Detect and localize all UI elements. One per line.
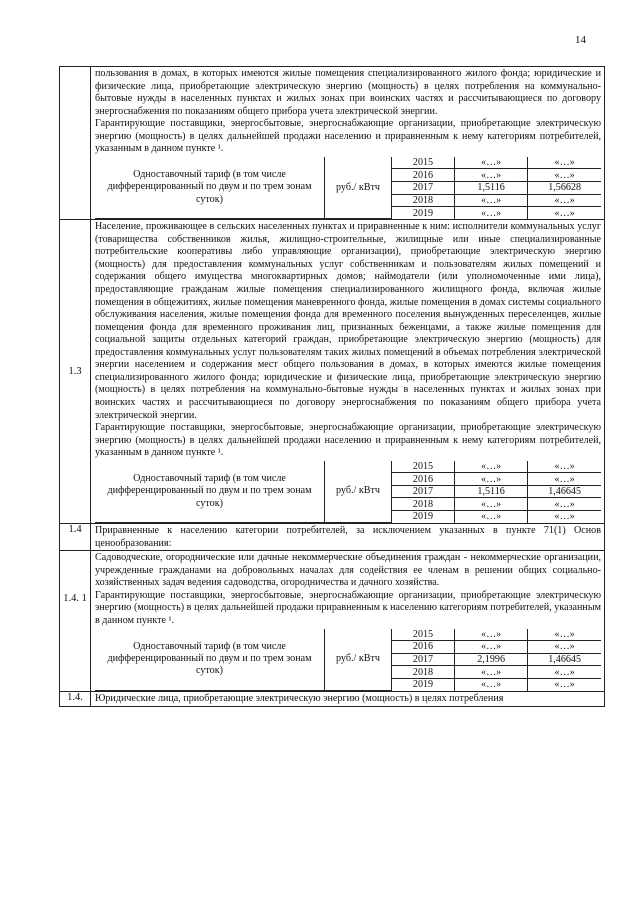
tariff-year: 2018: [392, 666, 455, 679]
tariff-value-1: 2,1996: [455, 653, 528, 666]
tariff-value-2: «…»: [528, 207, 601, 219]
tariff-value-1: «…»: [455, 461, 528, 473]
tariff-year: 2019: [392, 678, 455, 690]
section-continuation-row: [60, 67, 605, 220]
tariff-label: Одноставочный тариф (в том числе дифференцированный по двум и по трем зонам суток): [95, 157, 325, 219]
section-paragraph: Садоводческие, огороднические или дачные некоммерческие объединения граждан - некоммерческие организации, учрежденные гражданами на добровольных началах для содействия ее членам в решении общих социально-хозяйственных задач ведения садоводства, огородничества и дачного хозяйства.: [95, 552, 601, 589]
tariff-year: 2016: [392, 473, 455, 486]
tariff-document-table: [59, 66, 605, 707]
section-number-cell: 1.4: [60, 524, 91, 551]
section-paragraph: Гарантирующие поставщики, энергосбытовые, энергоснабжающие организации, приобретающие электрическую энергию (мощность) в целях дальнейшей продажи населению и приравненным к нему категориям потребителей, указанным в данном пункте ¹.: [95, 422, 601, 459]
tariff-table: [95, 461, 601, 523]
section-1-4-2-row: [60, 692, 605, 707]
section-paragraph: Гарантирующие поставщики, энергосбытовые, энергоснабжающие организации, приобретающие электрическую энергию (мощность) в целях дальнейшей продажи населению и приравненным к нему категориям потребителей, указанным в данном пункте ¹.: [95, 118, 601, 155]
tariff-label: Одноставочный тариф (в том числе дифференцированный по двум и по трем зонам суток): [95, 461, 325, 523]
tariff-value-1: «…»: [455, 511, 528, 523]
tariff-year: 2018: [392, 498, 455, 511]
tariff-value-2: «…»: [528, 157, 601, 169]
section-1-4-1-row: [60, 551, 605, 692]
section-paragraph: Гарантирующие поставщики, энергосбытовые, энергоснабжающие организации, приобретающие электрическую энергию (мощность) в целях дальнейшей продажи приравненным к населению категориям потребителей, указанным в данном пункте ¹.: [95, 589, 601, 626]
page-number: 14: [575, 34, 586, 46]
tariff-value-2: «…»: [528, 498, 601, 511]
section-paragraph: Юридические лица, приобретающие электрическую энергию (мощность) в целях потребления: [95, 693, 504, 704]
tariff-value-2: 1,46645: [528, 653, 601, 666]
tariff-value-2: 1,46645: [528, 485, 601, 498]
tariff-value-2: «…»: [528, 678, 601, 690]
section-number-cell: [60, 67, 91, 220]
section-text-cell: [91, 67, 605, 220]
tariff-value-2: «…»: [528, 641, 601, 654]
tariff-value-2: «…»: [528, 194, 601, 207]
tariff-year: 2015: [392, 461, 455, 473]
tariff-year: 2019: [392, 511, 455, 523]
section-paragraph: пользования в домах, в которых имеются жилые помещения специализированного жилого фонда; юридические и физические лица, приобретающие электрическую энергию (мощность) в целях потребления на коммунально-бытовые нужды в населенных пунктах и жилых зонах при воинских частях и рассчитывающиеся по договору энергоснабжения по показаниям общего прибора учета электрической энергии.: [95, 68, 601, 117]
tariff-unit: руб./ кВтч: [325, 157, 392, 219]
section-text-cell: [91, 220, 605, 524]
tariff-unit: руб./ кВтч: [325, 461, 392, 523]
tariff-year: 2016: [392, 641, 455, 654]
tariff-value-2: 1,56628: [528, 182, 601, 195]
tariff-value-2: «…»: [528, 169, 601, 182]
tariff-year: 2016: [392, 169, 455, 182]
tariff-value-1: «…»: [455, 157, 528, 169]
tariff-year: 2015: [392, 629, 455, 641]
tariff-value-2: «…»: [528, 629, 601, 641]
tariff-value-2: «…»: [528, 666, 601, 679]
tariff-year: 2015: [392, 157, 455, 169]
section-number-cell: 1.4.: [60, 692, 91, 707]
tariff-value-1: 1,5116: [455, 182, 528, 195]
tariff-table: [95, 157, 601, 219]
tariff-year: 2019: [392, 207, 455, 219]
tariff-table: [95, 629, 601, 691]
section-text-cell: [91, 524, 605, 551]
section-1-3-row: [60, 220, 605, 524]
tariff-value-1: «…»: [455, 666, 528, 679]
section-1-4-row: [60, 524, 605, 551]
tariff-year: 2017: [392, 653, 455, 666]
tariff-unit: руб./ кВтч: [325, 629, 392, 691]
tariff-year: 2017: [392, 485, 455, 498]
section-number-cell: 1.4. 1: [60, 551, 91, 692]
section-paragraph: Население, проживающее в сельских населенных пунктах и приравненные к ним: исполнители коммунальных услуг (товарищества собственников жилья, жилищно-строительные, жилищные или иные специализированные потребительские кооперативы либо управляющие организации), приобретающие электрическую энергию (мощность) для предоставления коммунальных услуг собственникам и пользователям жилых помещений и содержания общего имущества многоквартирных домов; наймодатели (или уполномоченные ими лица), предоставляющие гражданам жилые помещения специализированного жилищного фонда, включая жилые помещения в общежитиях, жилые помещения маневренного фонда, жилые помещения в домах системы социального обслуживания населения, жилые помещения фонда для временного поселения вынужденных переселенцев, жилые помещения фонда для временного проживания лиц, признанных беженцами, а также жилые помещения для социальной защиты отдельных категорий граждан, приобретающие электрическую энергию (мощность) для предоставления коммунальных услуг пользователям таких жилых помещений в объемах потребления электрической энергии населением и содержания мест общего пользования в домах, в которых имеются жилые помещения специализированного жилого фонда; юридические и физические лица, приобретающие электрическую энергию (мощность) в целях потребления на коммунально-бытовые нужды в населенных пунктах и жилых зонах при воинских частях и рассчитывающиеся по договору энергоснабжения по показаниям общего прибора учета электрической энергии.: [95, 221, 601, 421]
tariff-value-1: «…»: [455, 498, 528, 511]
tariff-year: 2018: [392, 194, 455, 207]
tariff-value-1: «…»: [455, 169, 528, 182]
section-text-cell: [91, 551, 605, 692]
tariff-value-2: «…»: [528, 473, 601, 486]
tariff-value-1: 1,5116: [455, 485, 528, 498]
tariff-value-2: «…»: [528, 511, 601, 523]
section-text-cell: [91, 692, 605, 707]
tariff-value-1: «…»: [455, 473, 528, 486]
tariff-label: Одноставочный тариф (в том числе дифференцированный по двум и по трем зонам суток): [95, 629, 325, 691]
tariff-year: 2017: [392, 182, 455, 195]
tariff-value-1: «…»: [455, 629, 528, 641]
section-paragraph: Приравненные к населению категории потребителей, за исключением указанных в пункте 71(1) Основ ценообразования:: [95, 525, 601, 549]
section-number-cell: 1.3: [60, 220, 91, 524]
tariff-value-2: «…»: [528, 461, 601, 473]
tariff-value-1: «…»: [455, 207, 528, 219]
tariff-value-1: «…»: [455, 194, 528, 207]
tariff-value-1: «…»: [455, 678, 528, 690]
tariff-value-1: «…»: [455, 641, 528, 654]
